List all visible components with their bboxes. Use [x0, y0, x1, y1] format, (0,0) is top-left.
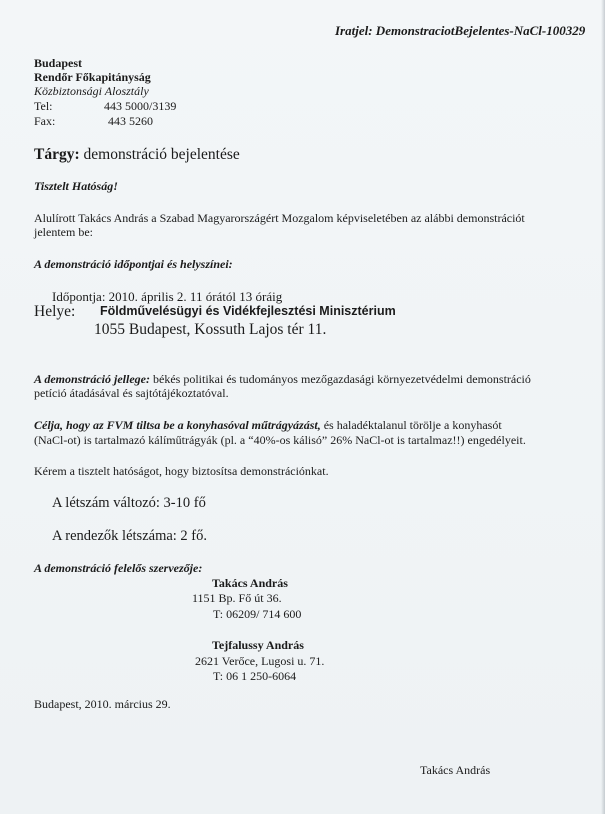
stewards-line: A rendezők létszáma: 2 fő. [52, 528, 208, 544]
goal-line-1 [34, 418, 502, 432]
tel-label: Tel: [34, 99, 53, 113]
nature-label: A demonstráció jellege: [34, 372, 150, 386]
nature-text: békés politikai és tudományos mezőgazdasági környezetvédelmi demonstráció [150, 372, 531, 386]
place-name: Földművelésügyi és Vidékfejlesztési Minisztérium [100, 304, 396, 318]
addressee-city: Budapest [34, 56, 83, 70]
date-line: Budapest, 2010. március 29. [34, 697, 171, 711]
document-reference: Iratjel: DemonstraciotBejelentes-NaCl-100329 [335, 23, 586, 38]
request-line: Kérem a tisztelt hatóságot, hogy biztosítsa demonstrációnkat. [34, 464, 329, 478]
subject-line [34, 146, 240, 164]
subject-text: demonstráció bejelentése [79, 146, 240, 163]
fax-number: 443 5260 [108, 114, 153, 128]
organizer-1-phone: T: 06209/ 714 600 [213, 607, 302, 621]
intro-line-1: Alulírott Takács András a Szabad Magyarországért Mozgalom képviseletében az alábbi demonstrációt [34, 211, 525, 225]
goal-label: Célja, hogy az FVM tiltsa be a konyhasóval műtrágyázást, [34, 418, 321, 432]
goal-line-2: (NaCl-ot) is tartalmazó kálíműtrágyák (pl. a “40%-os kálisó” 26% NaCl-ot is tartalmaz!!) engedélyeit. [34, 433, 526, 447]
place-address: 1055 Budapest, Kossuth Lajos tér 11. [94, 321, 327, 338]
salutation: Tisztelt Hatóság! [34, 179, 118, 193]
organizer-1-address: 1151 Bp. Fő út 36. [192, 591, 282, 605]
signature: Takács András [420, 763, 491, 777]
organizer-1-name: Takács András [212, 576, 288, 590]
organizer-2-address: 2621 Verőce, Lugosi u. 71. [195, 654, 325, 668]
scan-edge-shadow [601, 0, 605, 814]
time-place-heading: A demonstráció időpontjai és helyszínei: [34, 257, 233, 271]
goal-text: és haladéktalanul törölje a konyhasót [320, 418, 502, 432]
headcount-line: A létszám változó: 3-10 fő [52, 495, 206, 511]
addressee-department: Közbiztonsági Alosztály [34, 84, 149, 98]
tel-number: 443 5000/3139 [104, 99, 177, 113]
place-label: Helye: [34, 303, 76, 320]
addressee-organization: Rendőr Főkapitányság [34, 70, 151, 84]
nature-line-2: petíció átadásával és sajtótájékoztatóval. [34, 386, 229, 400]
demonstration-time: Időpontja: 2010. április 2. 11 órától 13 óráig [52, 289, 283, 304]
organizer-2-phone: T: 06 1 250-6064 [213, 669, 297, 683]
organizer-2-name: Tejfalussy András [212, 638, 304, 652]
subject-label: Tárgy: [34, 146, 80, 163]
fax-label: Fax: [34, 114, 56, 128]
nature-line-1 [34, 372, 531, 386]
intro-line-2: jelentem be: [34, 225, 93, 239]
organizer-heading: A demonstráció felelős szervezője: [34, 561, 203, 575]
